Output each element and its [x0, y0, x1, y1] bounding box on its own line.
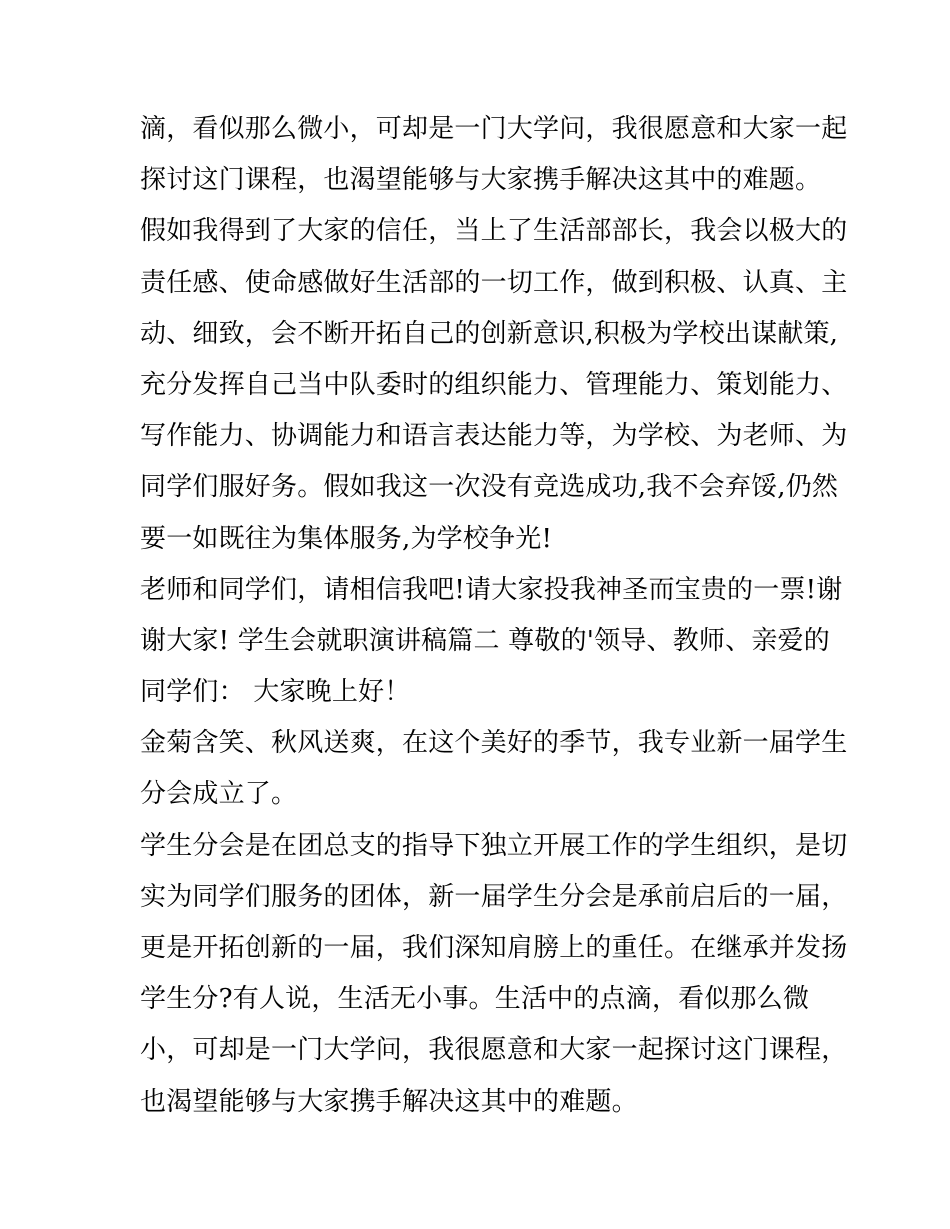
- body-text: [140, 104, 848, 1128]
- text-line: 探讨这门课程，也渴望能够与大家携手解决这其中的难题。: [140, 165, 822, 196]
- text-line: 更是开拓创新的一届，我们深知肩膀上的重任。在继承并发扬: [140, 933, 848, 963]
- text-line: 学生分会是在团总支的指导下独立开展工作的学生组织，是切: [140, 830, 848, 861]
- text-line: 也渴望能够与大家携手解决这其中的难题。: [140, 1086, 638, 1117]
- text-line: 假如我得到了大家的信任，当上了生活部部长，我会以极大的: [140, 216, 848, 247]
- text-line: 责任感、使命感做好生活部的一切工作，做到积极、认真、主: [140, 267, 848, 298]
- text-line: 充分发挥自己当中队委时的组织能力、管理能力、策划能力、: [140, 369, 848, 400]
- text-line: 同学们： 大家晚上好！: [140, 677, 411, 708]
- text-line: 学生分?有人说，生活无小事。生活中的点滴，看似那么微: [140, 984, 810, 1015]
- text-line: 实为同学们服务的团体，新一届学生分会是承前启后的一届，: [140, 881, 848, 912]
- text-line: 滴，看似那么微小，可却是一门大学问，我很愿意和大家一起: [140, 114, 848, 144]
- text-line: 谢大家! 学生会就职演讲稿篇二 尊敬的'领导、教师、亲爱的: [140, 625, 830, 656]
- text-line: 小，可却是一门大学问，我很愿意和大家一起探讨这门课程，: [140, 1035, 848, 1066]
- text-line: 老师和同学们，请相信我吧!请大家投我神圣而宝贵的一票!谢: [140, 574, 843, 605]
- text-line: 要一如既往为集体服务,为学校争光!: [140, 523, 553, 554]
- text-line: 金菊含笑、秋风送爽，在这个美好的季节，我专业新一届学生: [140, 728, 848, 759]
- text-line: 动、细致，会不断开拓自己的创新意识,积极为学校出谋献策,: [140, 318, 839, 349]
- text-line: 分会成立了。: [140, 779, 298, 810]
- text-line: 同学们服好务。假如我这一次没有竞选成功,我不会弃馁,仍然: [140, 472, 839, 503]
- text-line: 写作能力、协调能力和语言表达能力等，为学校、为老师、为: [140, 421, 848, 452]
